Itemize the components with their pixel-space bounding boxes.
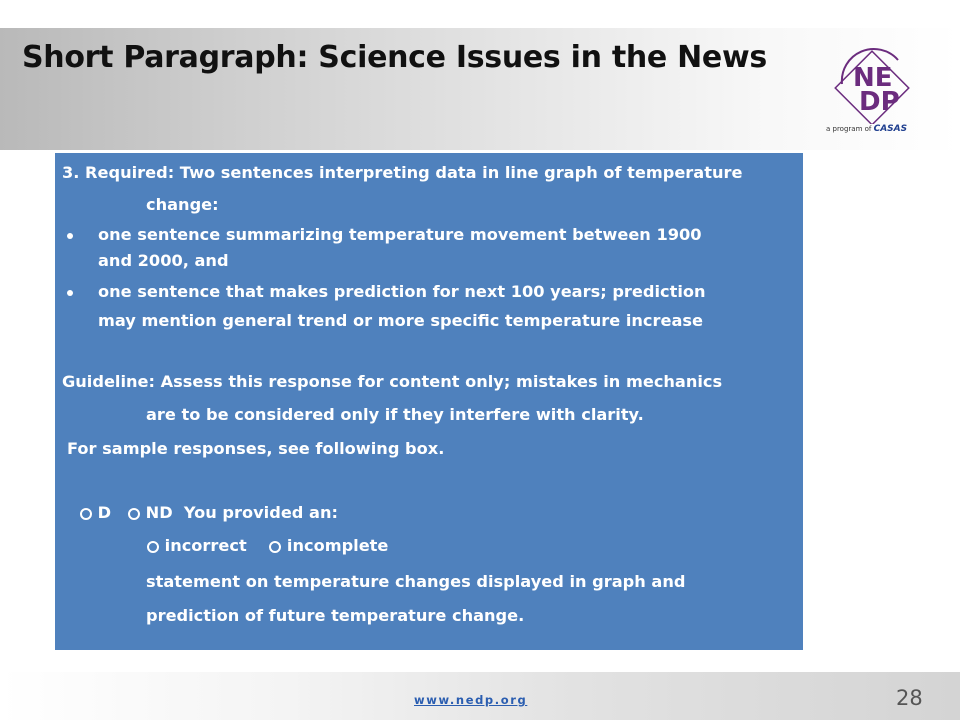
option-d-label: D — [97, 503, 112, 522]
rubric-panel — [55, 153, 803, 650]
bullet-1-line-1: one sentence summarizing temperature movement between 1900 — [98, 225, 702, 244]
logo-letters-dp: DP — [859, 87, 900, 117]
nedp-logo-mark — [826, 44, 920, 124]
slide-title: Short Paragraph: Science Issues in the News — [22, 40, 767, 75]
sample-responses-line: For sample responses, see following box. — [67, 439, 445, 458]
bullet-2-line-1: one sentence that makes prediction for next 100 years; prediction — [98, 282, 706, 301]
option-incomplete-label: incomplete — [286, 536, 389, 555]
provided-text: You provided an: — [183, 503, 338, 522]
radio-d-icon[interactable] — [80, 508, 92, 520]
required-line-2: change: — [146, 195, 219, 214]
statement-line-2: prediction of future temperature change. — [146, 606, 525, 625]
statement-line-1: statement on temperature changes displayed in graph and — [146, 572, 686, 591]
footer-website-link[interactable]: www.nedp.org — [414, 693, 528, 707]
option-incorrect-label: incorrect — [164, 536, 247, 555]
bullet-icon — [67, 290, 73, 296]
nedp-logo — [826, 44, 920, 144]
required-line-1: 3. Required: Two sentences interpreting data in line graph of temperature — [62, 163, 743, 182]
logo-letters-ne: NE — [853, 63, 893, 93]
radio-incomplete-icon[interactable] — [269, 541, 281, 553]
bullet-2-line-2: may mention general trend or more specific temperature increase — [98, 311, 704, 330]
logo-caption-prefix: a program of — [826, 125, 872, 133]
option-nd-label: ND — [145, 503, 173, 522]
radio-nd-icon[interactable] — [128, 508, 140, 520]
bullet-icon — [67, 233, 73, 239]
logo-caption — [826, 124, 920, 134]
radio-incorrect-icon[interactable] — [147, 541, 159, 553]
bullet-1-line-2: and 2000, and — [98, 251, 229, 270]
logo-caption-brand: CASAS — [873, 124, 908, 134]
guideline-line-2: are to be considered only if they interfere with clarity. — [146, 405, 644, 424]
reason-row — [147, 536, 388, 555]
page-number: 28 — [896, 686, 923, 710]
decision-row — [80, 503, 338, 522]
guideline-line-1: Guideline: Assess this response for content only; mistakes in mechanics — [62, 372, 723, 391]
